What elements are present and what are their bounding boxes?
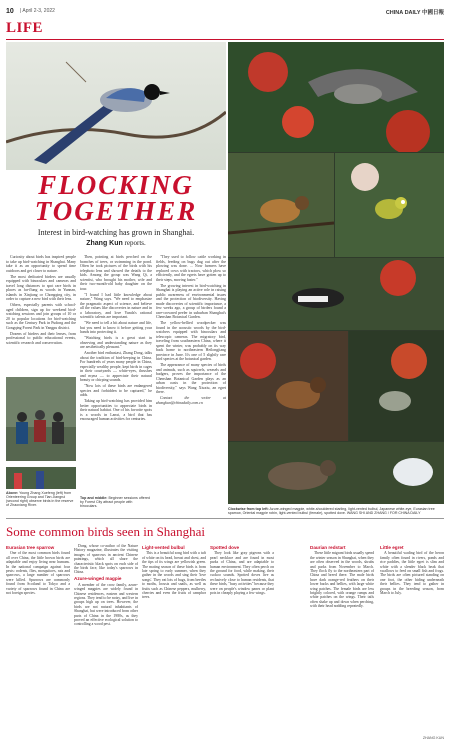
paragraph: Another bird enthusiast, Zhang Dong, talks about the tradition of bird-keeping in China. For hundreds of years many people in China, especially wealthy people, kept birds in cages in their courtyards — white-eyes, thrushes and myna — to appreciate their natural beauty or chirping sounds. bbox=[80, 351, 152, 382]
bird-text: One of the most common birds found all over China, the little brown birds are adaptable and enjoy living near humans. In the national campaign against four pests: rodents, flies, mosquitoes, rats and sparrows, a large number of sparrows were killed. Sparrows are commonly found from Scotland to Tokyo and a variety of sparrows found in China are not foreign species. bbox=[6, 551, 70, 596]
paragraph: The yellow-bellied woodpecker was found in the acoustic woods by the bird-watchers equipped with binoculars and telescopic cameras. The migratory bird, traveling from southeastern China, where it spent the winter, was probably on its way back home to northeastern Heilongjiang province in June. It's one of 5 slightly rare bird species at the botanical garden. bbox=[156, 321, 226, 361]
paragraph: The growing interest in bird-watching in Shanghai is playing an active role in raising public awareness of environmental issues and the protection of biodiversity. Having made discoveries of scientific importance, a few weeks ago, a group of birders found a rare-crowned peeler in suburban Shanghai's Chenshan Botanical Garden. bbox=[156, 283, 226, 319]
feature-headline bbox=[6, 172, 226, 224]
caption-text: Azure-winged magpie, white-shouldered starling, light-vented bulbul, Japanese white-eye, Eurasian tree sparrow, Oriental magpie robin, light-vented bulbul (female), spotted dove. WANG SHI AND ZHANG / FOR CHINA DAILY bbox=[228, 507, 435, 516]
bird-heading: Eurasian tree sparrow bbox=[6, 545, 55, 550]
sidebar-column-4 bbox=[210, 544, 274, 740]
sparrow-photo bbox=[228, 331, 348, 441]
page-number: 10 bbox=[6, 8, 14, 15]
spotted-dove-photo bbox=[228, 442, 444, 504]
headline-line-2: TOGETHER bbox=[34, 196, 198, 226]
feature-subtitle: Interest in bird-watching has grown in Shanghai. bbox=[37, 228, 195, 237]
sidebar-column-1 bbox=[6, 544, 70, 740]
caption-text: Beginner sessions offered by Forest City attract people with binoculars. bbox=[80, 496, 150, 509]
paragraph: Dozens of birders and their lenses, from professional to public educational events, scientific research and conservation. bbox=[6, 331, 76, 345]
sidebar-column-6 bbox=[380, 544, 444, 740]
byline-suffix: reports. bbox=[124, 239, 146, 247]
sidebar-column-5 bbox=[310, 544, 374, 740]
header-rule bbox=[6, 39, 444, 40]
sidebar-column-2 bbox=[74, 544, 138, 740]
bird-text: Dong, whose co-author of the Nature History magazine, illustrates the visiting images of sparrows in ancient Chinese paintings, which all share the characteristic black spots on each side of the birds face, like today's sparrows in China. bbox=[74, 544, 138, 575]
paragraph: The appearance of many species of birds and animals, such as squirrels, weasels and badgers, proves the importance of the Chenshan Botanical Garden plays as an urban oasis in the protection of biodiversity," says Wang Xiuxiu, an egret there. bbox=[156, 363, 226, 394]
bulbul-photo bbox=[228, 153, 334, 257]
bird-text: A member of the crow family, azure-winged magpies are widely found in Chinese residences, eastern and western regions. They tend to be noisy, and live in groups high up on trees. However, the birds are not natural inhabitants of Shanghai, but were introduced from other parts of China in the 1980s, as they proved an effective ecological solution to controlling a wood pest. bbox=[74, 582, 138, 627]
white-eye-photo bbox=[335, 153, 444, 257]
paragraph: Taking up bird-watching has provided him better opportunities to appreciate birds in their natural habitat. One of his favorite spots is a woods in Lanxi, a bird that has encouraged human activities for centuries. bbox=[80, 399, 152, 421]
kids-observing-photo bbox=[6, 467, 76, 489]
bird-heading: Light-vented bulbul bbox=[142, 545, 185, 550]
bird-text: They look like gray pigeons with a pearl necklace and are found in most parks of China, and are adaptable to human environment. They often perch on the ground for food, while making, their cuckoo sounds. Spotted doves live as reclusively close to human residents, that these birds, "busy activities" because they were on people's window panes or plant pots in cheaply playing a few wings. bbox=[210, 551, 274, 596]
caption-text: Young Zhang Xuefeng (left) from Orienteering Group and Tian Jiangrui (second right) observe birds in the reserve of Zhaoxiang River. bbox=[6, 491, 74, 508]
bird-text: These little migrant birds usually spend the winter season in Shanghai, when they are often observed in the woods, shrubs and parks from November to March. They flock fly to the northeastern part of China and breed there. The male birds have dark orange-red feathers on their lower backs and bellies, with large white wing patches. The female birds are less brightly colored, with orange rumps and white patches on the wings. Their tails often shake up and down when perching, with their head nodding repeatedly. bbox=[310, 551, 374, 609]
paragraph: "We need to tell a bit about nature and life, but you need to know it before getting your hands into protecting it. bbox=[80, 321, 152, 334]
paragraph: Then, pointing at birds perched on the branches of trees, or swimming in the pond. Often he took pictures of the birds with his telephoto lens and showed the details to the kids. Among the group was Wang Qi, a scientist, who brought his mother, wife and their two-month-old baby daughter on the tour. bbox=[80, 255, 152, 291]
bird-text: A beautiful wading bird of the heron family often found in rivers, ponds and rice paddies, the little egret is slim and white with a slender black beak that swallows to feed on small fish and frogs. The birds are often pictured standing on one foot, the other hiding underneath their bellies. They tend to gather in groups in the breeding season, from March to July. bbox=[380, 551, 444, 596]
magpie-photo bbox=[6, 42, 226, 170]
magpie-robin-photo bbox=[228, 258, 444, 330]
caption-label: Top and middle: bbox=[80, 496, 108, 500]
bird-heading: Azure-winged magpie bbox=[74, 576, 122, 582]
sidebar-title: Some common birds seen in Shanghai bbox=[6, 524, 205, 539]
paragraph: Contact the writer at zhangkun@chinadaily.com.cn bbox=[156, 396, 226, 405]
byline bbox=[6, 239, 226, 247]
paragraph: Curiosity about birds has inspired people to take up bird-watching in Shanghai. Many take it as an opportunity to spend time outdoors and get closer to nature. bbox=[6, 255, 76, 273]
paragraph: "Watching birds is a great start in observing and understanding nature as they are aesthetically pleasant." bbox=[80, 336, 152, 349]
starling-photo bbox=[228, 42, 444, 152]
paragraph: "Now lots of these birds are endangered species and forbidden to be captured," he adds. bbox=[80, 384, 152, 397]
caption-collage bbox=[228, 507, 444, 515]
caption-above bbox=[6, 491, 76, 507]
bulbul-female-photo bbox=[349, 331, 444, 441]
issue-date: | April 2-3, 2022 bbox=[20, 8, 55, 14]
section-divider bbox=[6, 518, 444, 519]
section-title: LIFE bbox=[6, 20, 44, 36]
sidebar-column-3 bbox=[142, 544, 206, 740]
reporter-credit: ZHANG KUN bbox=[422, 736, 444, 740]
paragraph: Others, especially parents with school-aged children, sign up for weekend bird-watching sessions and join groups of 10 or 20 to popular locations for bird-watching such as the Century Park in Pudong and the Gongqing Forest Park in Yangpu district. bbox=[6, 303, 76, 330]
caption-label: Clockwise from top left: bbox=[228, 507, 269, 511]
page-header bbox=[6, 5, 444, 25]
group-birdwatching-photo bbox=[6, 377, 76, 461]
bird-photo-collage bbox=[228, 42, 444, 504]
paragraph: The most dedicated birders are usually equipped with binoculars and cameras and travel long distances to spot rare birds in places as far-flung as woods in Yunnan, islands in Xinjiang or Chongqing city, in order to capture a new bird with their lens. bbox=[6, 274, 76, 301]
bird-heading: Daurian redstart bbox=[310, 545, 346, 550]
article-column-1 bbox=[6, 255, 76, 375]
byline-name: Zhang Kun bbox=[86, 240, 123, 247]
paragraph: "I found I had little knowledge about nature," Wang says. "We need to emphasize the pragmatic aspect of science, and believe all the values like discoveries in nature and in a laboratory, and love Yunda's rational scientific talents are important. bbox=[80, 292, 152, 319]
paragraph: "They used to follow cattle working in fields, feeding on bugs dug out after the plowing was done. ... Now farmers have replaced cows with tractors, which plow so efficiently, and the egrets have gotten up to their steps, moving faster." bbox=[156, 255, 226, 282]
bird-heading: Little egret bbox=[380, 545, 404, 550]
caption-top-middle bbox=[80, 496, 150, 508]
caption-label: Above: bbox=[6, 491, 19, 495]
paper-name: CHINA DAILY 中國日報 bbox=[385, 10, 444, 16]
article-column-2 bbox=[80, 255, 152, 494]
bird-text: This is a beautiful song bird with a tuft of white on its head, breast and chest, and the tips of its wings are yellowish green. The mating season of these birds is from late spring to early summer, when they gather in the woods and sing their 'love songs'. They eat lots of bugs, from beetles to moths, locusts and snails, as well as fruits such as Chinese peppers, mulberry, cherries and even the fruits of camphor trees. bbox=[142, 551, 206, 600]
article-column-3 bbox=[156, 255, 226, 495]
bird-heading: Spotted dove bbox=[210, 545, 240, 550]
headline-line-1: FLOCKING bbox=[38, 170, 194, 200]
